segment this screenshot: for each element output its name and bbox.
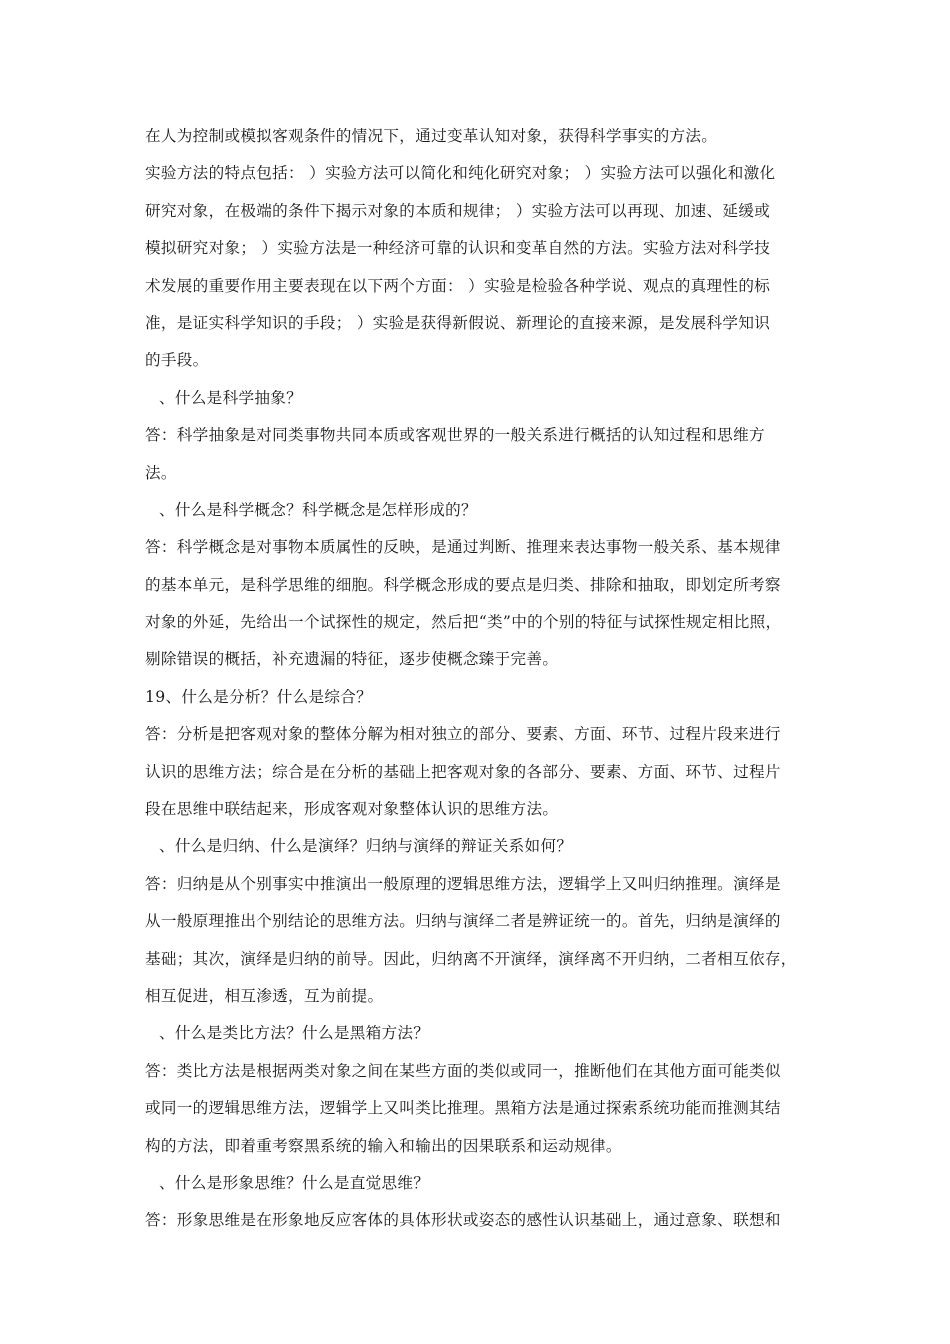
answer-line: 答：科学概念是对事物本质属性的反映，是通过判断、推理来表达事物一般关系、基本规律 <box>145 538 781 557</box>
text-line: 在人为控制或模拟客观条件的情况下，通过变革认知对象，获得科学事实的方法。 <box>145 127 718 145</box>
answer-line: 或同一的逻辑思维方法，逻辑学上又叫类比推理。黑箱方法是通过探索系统功能而推测其结 <box>145 1099 781 1118</box>
question-heading: 19、什么是分析？什么是综合？ <box>145 687 373 706</box>
answer-line: 法。 <box>145 463 177 482</box>
answer-line: 答：分析是把客观对象的整体分解为相对独立的部分、要素、方面、环节、过程片段来进行 <box>145 725 781 744</box>
text-line: 实验方法的特点包括： ）实验方法可以简化和纯化研究对象； ）实验方法可以强化和激化 <box>145 164 776 183</box>
text-line: 研究对象，在极端的条件下揭示对象的本质和规律； ）实验方法可以再现、加速、延缓或 <box>145 201 771 220</box>
answer-line: 答：科学抽象是对同类事物共同本质或客观世界的一般关系进行概括的认知过程和思维方 <box>145 426 765 445</box>
text-line: 的手段。 <box>145 351 209 370</box>
answer-line: 的基本单元，是科学思维的细胞。科学概念形成的要点是归类、排除和抽取，即划定所考察 <box>145 575 781 594</box>
question-heading: 、什么是科学抽象？ <box>159 388 303 407</box>
answer-line: 答：类比方法是根据两类对象之间在某些方面的类似或同一，推断他们在其他方面可能类似 <box>145 1061 781 1080</box>
answer-line: 答：归纳是从个别事实中推演出一般原理的逻辑思维方法，逻辑学上又叫归纳推理。演绎是 <box>145 874 781 893</box>
answer-line: 基础；其次，演绎是归纳的前导。因此，归纳离不开演绎，演绎离不开归纳，二者相互依存， <box>145 949 797 968</box>
answer-line: 剔除错误的概括，补充遗漏的特征，逐步使概念臻于完善。 <box>145 650 559 669</box>
answer-line: 相互促进，相互渗透，互为前提。 <box>145 986 384 1005</box>
answer-line: 构的方法，即着重考察黑系统的输入和输出的因果联系和运动规律。 <box>145 1136 622 1155</box>
answer-line: 认识的思维方法；综合是在分析的基础上把客观对象的各部分、要素、方面、环节、过程片 <box>145 762 781 781</box>
text-line: 准，是证实科学知识的手段； ）实验是获得新假说、新理论的直接来源，是发展科学知识 <box>145 313 771 332</box>
text-line: 模拟研究对象； ）实验方法是一种经济可靠的认识和变革自然的方法。实验方法对科学技 <box>145 239 771 258</box>
answer-line: 从一般原理推出个别结论的思维方法。归纳与演绎二者是辨证统一的。首先，归纳是演绎的 <box>145 912 781 931</box>
answer-line: 对象的外延，先给出一个试探性的规定，然后把“类”中的个别的特征与试探性规定相比照， <box>145 613 782 632</box>
question-heading: 、什么是形象思维？什么是直觉思维？ <box>159 1173 430 1192</box>
answer-line: 答：形象思维是在形象地反应客体的具体形状或姿态的感性认识基础上，通过意象、联想和 <box>145 1211 781 1230</box>
question-heading: 、什么是类比方法？什么是黑箱方法？ <box>159 1024 430 1043</box>
question-heading: 、什么是科学概念？科学概念是怎样形成的？ <box>159 500 477 519</box>
answer-line: 段在思维中联结起来，形成客观对象整体认识的思维方法。 <box>145 800 559 819</box>
text-line: 术发展的重要作用主要表现在以下两个方面： ）实验是检验各种学说、观点的真理性的标 <box>145 276 771 295</box>
question-heading: 、什么是归纳、什么是演绎？归纳与演绎的辩证关系如何？ <box>159 837 573 856</box>
